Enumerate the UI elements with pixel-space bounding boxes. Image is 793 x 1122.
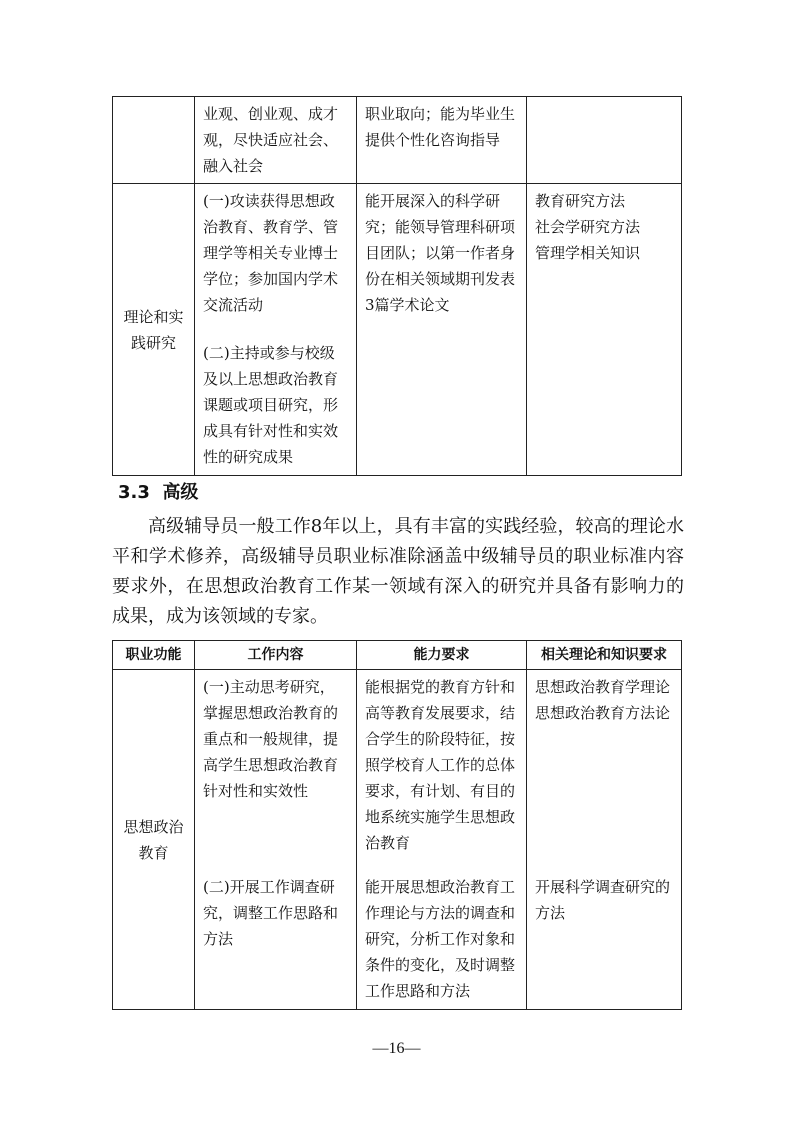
content-cell [195, 670, 357, 1010]
knowledge-cell [527, 97, 682, 184]
knowledge-text: 社会学研究方法 [535, 218, 641, 236]
ability-text: 职业取向；能为毕业生提供个性化咨询指导 [365, 105, 516, 149]
content-text: (二)开展工作调查研究，调整工作思路和方法 [203, 878, 339, 948]
ability-cell [357, 97, 527, 184]
table-row [113, 97, 682, 184]
knowledge-text: 思想政治教育方法论 [535, 704, 671, 722]
content-cell [195, 97, 357, 184]
function-cell [113, 184, 195, 476]
knowledge-text: 思想政治教育学理论 [535, 678, 671, 696]
function-text: 思想政治教育 [123, 817, 184, 862]
function-cell [113, 670, 195, 1010]
table-row [113, 670, 682, 1010]
table-row [113, 184, 682, 476]
content-text: 业观、创业观、成才观，尽快适应社会、融入社会 [203, 105, 339, 175]
header-knowledge: 相关理论和知识要求 [527, 641, 682, 670]
knowledge-cell [527, 184, 682, 476]
ability-cell [357, 670, 527, 1010]
table-continued [112, 96, 682, 476]
ability-cell [357, 184, 527, 476]
body-paragraph: 高级辅导员一般工作8年以上，具有丰富的实践经验，较高的理论水平和学术修养，高级辅导员职业标准除涵盖中级辅导员的职业标准内容要求外，在思想政治教育工作某一领域有深入的研究并具备有影响力的成果，成为该领域的专家。 [112, 516, 684, 627]
page-number: —16— [372, 1040, 421, 1057]
section-heading [118, 478, 198, 504]
content-text: (二)主持或参与校级及以上思想政治教育课题或项目研究，形成具有针对性和实效性的研究成果 [203, 344, 339, 466]
knowledge-text: 管理学相关知识 [535, 244, 641, 262]
section-title: 高级 [162, 482, 199, 503]
content-text: (一)主动思考研究，掌握思想政治教育的重点和一般规律，提高学生思想政治教育针对性和实效性 [203, 678, 339, 800]
ability-text: 能开展思想政治教育工作理论与方法的调查和研究，分析工作对象和条件的变化，及时调整工作思路和方法 [365, 878, 516, 1000]
content-cell [195, 184, 357, 476]
section-number: 3.3 [118, 482, 150, 503]
header-ability: 能力要求 [357, 641, 527, 670]
knowledge-text: 开展科学调查研究的方法 [535, 878, 671, 922]
function-text: 理论和实践研究 [123, 307, 184, 352]
knowledge-text: 教育研究方法 [535, 192, 626, 210]
ability-text: 能根据党的教育方针和高等教育发展要求，结合学生的阶段特征，按照学校育人工作的总体要求，有计划、有目的地系统实施学生思想政治教育 [365, 678, 516, 852]
header-content: 工作内容 [195, 641, 357, 670]
table-header-row [113, 641, 682, 670]
header-function: 职业功能 [113, 641, 195, 670]
section-body [112, 512, 684, 632]
content-text: (一)攻读获得思想政治教育、教育学、管理学等相关专业博士学位；参加国内学术交流活动 [203, 192, 339, 314]
standards-table [112, 640, 682, 1010]
ability-text: 能开展深入的科学研究；能领导管理科研项目团队；以第一作者身份在相关领域期刊发表3篇学术论文 [365, 192, 516, 314]
knowledge-cell [527, 670, 682, 1010]
function-cell [113, 97, 195, 184]
